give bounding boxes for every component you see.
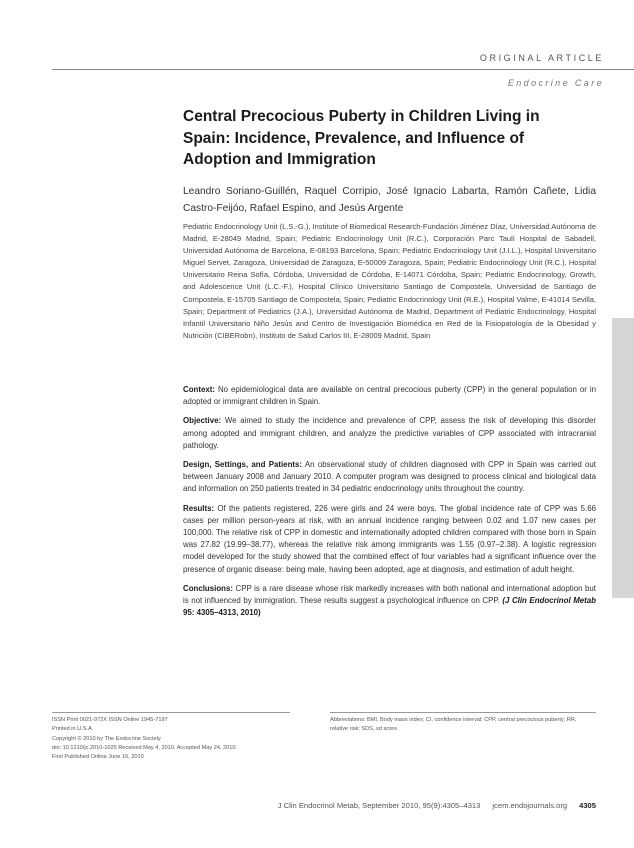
- abstract-design: [183, 459, 596, 496]
- doi: doi: 10.1210/jc.2010-1025 Received May 4, 2010. Accepted May 24, 2010.: [52, 744, 238, 751]
- context-text: No epidemiological data are available on central precocious puberty (CPP) in the general population or in adopted or immigrant children in Spain.: [183, 385, 596, 407]
- citation-journal: (J Clin Endocrinol Metab: [502, 596, 596, 606]
- copyright: Copyright © 2010 by The Endocrine Society: [52, 735, 161, 742]
- footnote-rule-left: [52, 712, 290, 713]
- conclusions-text: CPP is a rare disease whose risk markedly increases with both national and international adoption but is not influenced by immigration. These results suggest a psychological influence on CPP.: [183, 583, 596, 606]
- subsection-label: Endocrine Care: [507, 78, 604, 88]
- conclusions-label: Conclusions:: [183, 583, 233, 593]
- objective-label: Objective:: [183, 416, 222, 426]
- abbreviations: Abbreviations: BMI, Body mass index; CI, confidence interval; CPP, central precocious puberty; RR, relative risk; SDS, sd score.: [330, 717, 577, 733]
- design-label: Design, Settings, and Patients:: [183, 460, 303, 470]
- article-title: Central Precocious Puberty in Children Living in Spain: Incidence, Prevalence, and Influence of Adoption and Immigration: [183, 108, 540, 168]
- journal-reference: J Clin Endocrinol Metab, September 2010, 95(9):4305–4313: [277, 801, 481, 810]
- author-list: Leandro Soriano-Guillén, Raquel Corripio, José Ignacio Labarta, Ramón Cañete, Lidia Castro-Feijóo, Rafael Espino, and Jesús Argente: [183, 186, 596, 214]
- objective-text: We aimed to study the incidence and prevalence of CPP, assess the risk of developing this disorder among adopted and immigrant children, and analyze the predictive variables of CPP associated with intracranial pathology.: [183, 416, 596, 450]
- page-footer: [278, 801, 596, 810]
- abstract-results: [183, 503, 596, 576]
- abstract-objective: [183, 415, 596, 452]
- printed-in: Printed in U.S.A.: [52, 726, 94, 733]
- affiliations: Pediatric Endocrinology Unit (L.S.-G.), Institute of Biomedical Research-Fundación Jiménez Díaz, Universidad Autónoma de Madrid, E-28049 Madrid, Spain; Pediatric Endocrinology Unit (R.C.), Corporación Parc Taulí Hospital de Sabadell, Universidad Autónoma de Barcelona, E-08193 Barcelona, Spain; Pediatric Endocrinology Unit (J.I.L.), Hospital Universitario Miguel Servet, Zaragoza, Universidad de Zaragoza, E-50009 Zaragoza, Spain; Pediatric Endocrinology Unit (R.C.), Hospital Universitario Reina Sofía, Córdoba, Universidad de Córdoba, E-14071 Córdoba, Spain; Pediatric Endocrinology, Growth, and Adolescence Unit (L.C.-F.), Hospital Clínico Universitario Santiago de Compostela, Universidad de Santiago de Compostela, E-15705 Santiago de Compostela, Spain; Pediatric Endocrinology Unit (R.E.), Hospital Valme, E-41014 Sevilla, Spain; Department of Pediatrics (J.A.), Universidad Autónoma de Madrid, Department of Pediatric Endocrinology, Hospital Infantil Universitario Niño Jesús and Centro de Investigación Biomédica en Red de la Fisiopatología de la Obesidad y Nutrición (CIBERobn), Instituto de Salud Carlos III, E-28009 Madrid, Spain: [183, 222, 596, 340]
- design-text: An observational study of children diagnosed with CPP in Spain was carried out between January 2008 and January 2010. A computer program was designed to process clinical and biological data and information on 250 patients treated in 34 pediatric endocrinology units throughout the country.: [183, 460, 596, 494]
- issn: ISSN Print 0021-972X ISSN Online 1945-7197: [52, 717, 168, 723]
- citation-rest: 95: 4305–4313, 2010): [183, 608, 261, 618]
- context-label: Context:: [183, 385, 215, 394]
- footnote-rule-right: [330, 712, 596, 713]
- side-tab: [612, 318, 634, 598]
- section-label: ORIGINAL ARTICLE: [479, 53, 604, 63]
- page-number: 4305: [579, 801, 596, 810]
- abstract: [183, 384, 596, 626]
- journal-website[interactable]: jcem.endojournals.org: [492, 801, 568, 810]
- abstract-conclusions: [183, 583, 596, 620]
- publication-info: [52, 716, 292, 762]
- first-published: First Published Online June 16, 2010: [52, 754, 144, 761]
- results-text: Of the patients registered, 226 were girls and 24 were boys. The global incidence rate of CPP was 5.66 cases per million person-years at risk, with an annual incidence ranging between 0.02 and 1.07 new cases per 100,000. The relative risk of CPP in domestic and internationally adopted children compared with those born in Spain was 27.82 (19.99–38.77), whereas the relative risk among immigrants was 1.55 (0.97–2.38). A logistic regression model developed for the study showed that the combined effect of four variables had a significant influence over the presence of organic disease: being male, having been adopted, age at diagnosis, and estimation of adult height.: [183, 503, 596, 574]
- results-label: Results:: [183, 503, 215, 513]
- abstract-context: [183, 384, 596, 408]
- header-rule: [52, 69, 634, 70]
